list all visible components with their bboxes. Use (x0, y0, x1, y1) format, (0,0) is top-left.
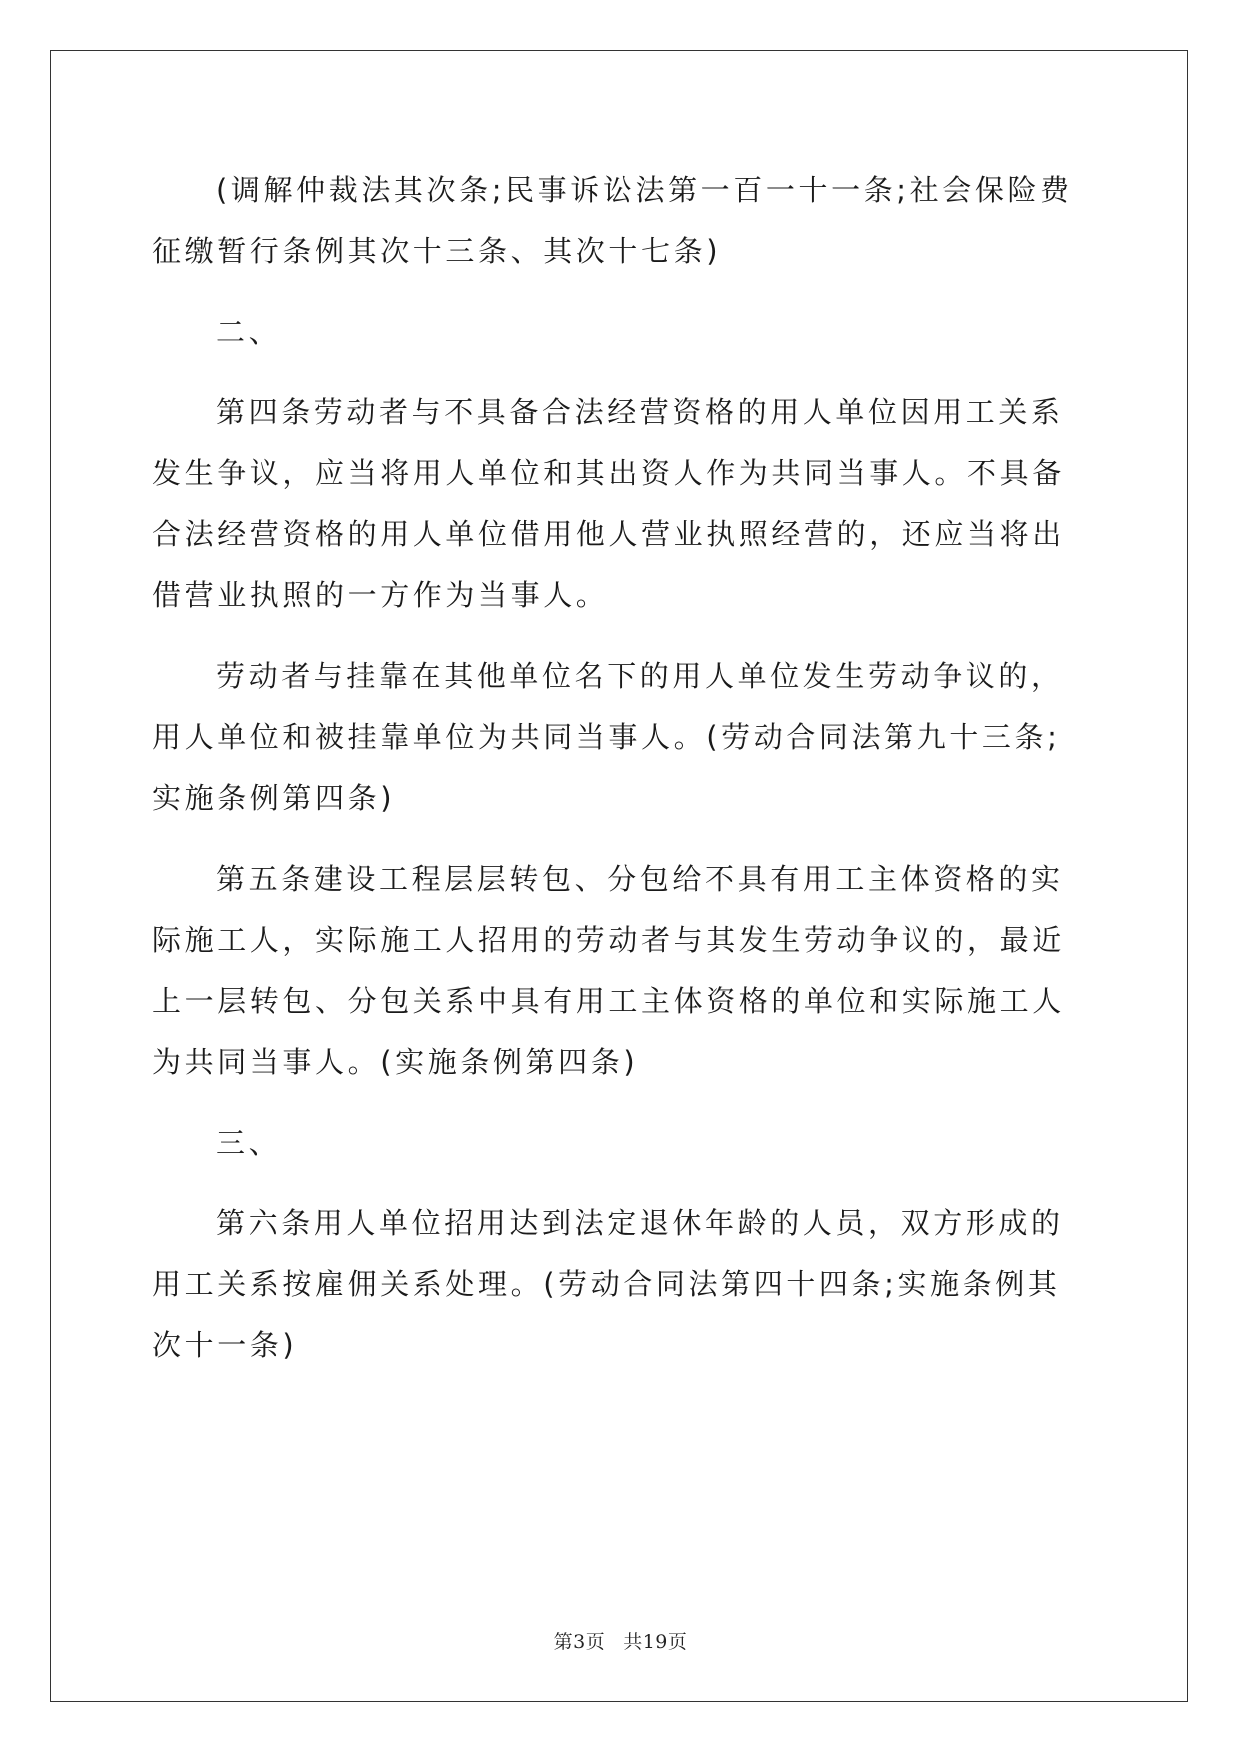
page-footer (0, 1627, 1241, 1654)
paragraph-article-6: 第六条用人单位招用达到法定退休年龄的人员，双方形成的用工关系按雇佣关系处理。(劳动合同法第四十四条;实施条例其次十一条) (152, 1206, 1064, 1362)
page-number: 第3页 (553, 1631, 606, 1653)
paragraph-article-4: 第四条劳动者与不具备合法经营资格的用人单位因用工关系发生争议，应当将用人单位和其出资人作为共同当事人。不具备合法经营资格的用人单位借用他人营业执照经营的，还应当将出借营业执照的一方作为当事人。 (152, 395, 1065, 612)
section-heading-2: 二、 (216, 315, 282, 349)
section-heading-3: 三、 (216, 1126, 282, 1160)
document-body (152, 160, 1090, 1396)
paragraph-article-5: 第五条建设工程层层转包、分包给不具有用工主体资格的实际施工人，实际施工人招用的劳动者与其发生劳动争议的，最近上一层转包、分包关系中具有用工主体资格的单位和实际施工人为共同当事人。(实施条例第四条) (152, 862, 1065, 1079)
page-total: 共19页 (623, 1631, 688, 1653)
paragraph-citation: (调解仲裁法其次条;民事诉讼法第一百一十一条;社会保险费征缴暂行条例其次十三条、其次十七条) (152, 173, 1073, 268)
paragraph-affiliation: 劳动者与挂靠在其他单位名下的用人单位发生劳动争议的，用人单位和被挂靠单位为共同当事人。(劳动合同法第九十三条;实施条例第四条) (152, 659, 1064, 815)
